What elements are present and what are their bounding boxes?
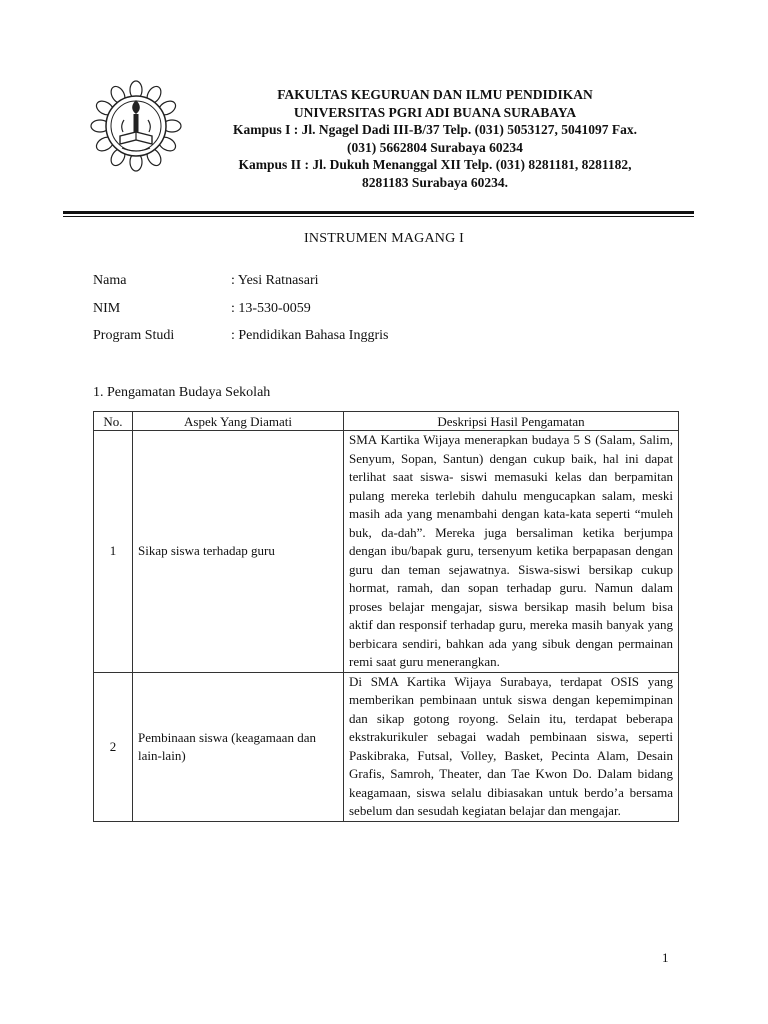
row-number: 1 (94, 431, 133, 673)
row-aspect: Pembinaan siswa (keagamaan dan lain-lain) (133, 672, 344, 821)
row-number: 2 (94, 672, 133, 821)
university-seal-logo (90, 80, 182, 172)
identity-value: : Pendidikan Bahasa Inggris (231, 328, 389, 343)
table-row (94, 672, 679, 821)
identity-value: : Yesi Ratnasari (231, 273, 319, 288)
document-title: INSTRUMEN MAGANG I (304, 231, 464, 246)
identity-label: Program Studi (93, 328, 175, 343)
university-name: UNIVERSITAS PGRI ADI BUANA SURABAYA (293, 104, 577, 120)
campus-1-address: Kampus I : Jl. Ngagel Dadi III-B/37 Telp. (031) 5053127, 5041097 Fax. (233, 122, 637, 137)
table-header-row (94, 412, 679, 431)
identity-label: Nama (93, 273, 127, 288)
column-header-no: No. (94, 412, 133, 431)
letterhead (190, 86, 680, 191)
row-aspect: Sikap siswa terhadap guru (133, 431, 344, 673)
identity-label: NIM (93, 300, 121, 316)
row-description: SMA Kartika Wijaya menerapkan budaya 5 S (Salam, Salim, Senyum, Sopan, Santun) dengan cukup baik, hal ini dapat terlihat saat siswa- siswi memasuki kelas dan berpamitan pulang mereka terlebih dahulu mengucapkan salam, meski masih ada yang menambahi dengan kata-kata seperti “muleh buk, da-dah”. Mereka juga bersaliman ketika berjumpa dengan ibu/bapak guru, tersenyum ketika berpapasan dengan guru dan teman sejawatnya. Siswa-siswi bersikap cukup hormat, ramah, dan sopan terhadap guru. Namun dalam proses belajar mengajar, siswa bersikap masih belum bisa aktif dan responsif terhadap guru, mereka masih banyak yang berbicara sendiri, bahkan ada yang sibuk dengan permainan remi saat guru menerangkan. (344, 431, 679, 673)
campus-2-address: Kampus II : Jl. Dukuh Menanggal XII Telp. (031) 8281181, 8281182, (238, 157, 632, 172)
campus-1-address-cont: (031) 5662804 Surabaya 60234 (347, 139, 523, 155)
column-header-aspect: Aspek Yang Diamati (133, 412, 344, 431)
faculty-name: FAKULTAS KEGURUAN DAN ILMU PENDIDIKAN (277, 87, 593, 102)
letterhead-divider-thick (63, 211, 694, 214)
letterhead-divider-thin (63, 216, 694, 217)
observation-table (93, 411, 679, 822)
campus-2-address-cont: 8281183 Surabaya 60234. (362, 174, 508, 190)
page-number: 1 (662, 950, 669, 965)
column-header-description: Deskripsi Hasil Pengamatan (344, 412, 679, 431)
section-heading: 1. Pengamatan Budaya Sekolah (93, 385, 271, 400)
table-row (94, 431, 679, 673)
identity-value: : 13-530-0059 (231, 300, 311, 316)
row-description: Di SMA Kartika Wijaya Surabaya, terdapat OSIS yang memberikan pembinaan untuk siswa dengan kepemimpinan dan sikap gotong royong. Selain itu, terdapat beberapa ekstrakurikuler sebagai wadah pembinaan siswa, seperti Paskibraka, Futsal, Volley, Basket, Pecinta Alam, Desain Grafis, Samroh, Theater, dan Tae Kwon Do. Dalam bidang keagamaan, siswa selalu dibiasakan untuk berdo’a bersama sebelum dan sesudah kegiatan belajar dan mengajar. (344, 672, 679, 821)
